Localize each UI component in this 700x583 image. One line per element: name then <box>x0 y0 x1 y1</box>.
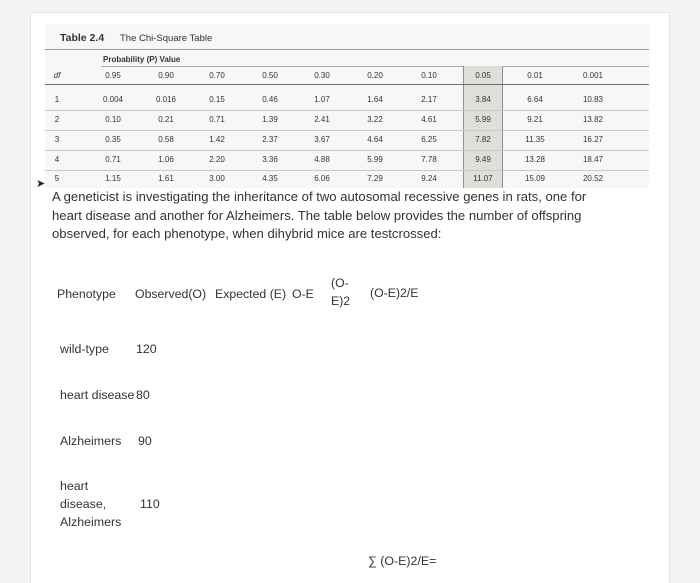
critical-value-cell: 0.016 <box>155 95 177 104</box>
critical-value-cell: 5.99 <box>475 115 491 124</box>
chi-square-table-image <box>45 24 649 188</box>
critical-value-cell: 0.15 <box>209 95 225 104</box>
header-chi-term: (O-E)2/E <box>370 286 419 300</box>
probability-column-header: 0.95 <box>105 71 121 80</box>
critical-value-cell: 1.39 <box>262 115 278 124</box>
row-heart-disease-observed: 80 <box>136 388 150 402</box>
critical-value-cell: 2.41 <box>314 115 330 124</box>
critical-value-cell: 1.15 <box>105 174 121 183</box>
critical-value-cell: 1.06 <box>158 155 174 164</box>
critical-value-cell: 7.78 <box>421 155 437 164</box>
critical-value-cell: 0.21 <box>158 115 174 124</box>
df-value: 4 <box>54 155 60 164</box>
header-expected: Expected (E) <box>215 287 287 301</box>
table-title-bar <box>45 24 649 50</box>
table-title: The Chi-Square Table <box>120 33 213 44</box>
critical-value-cell: 6.06 <box>314 174 330 183</box>
critical-value-cell: 9.24 <box>421 174 437 183</box>
critical-value-cell: 15.09 <box>524 174 546 183</box>
header-o-minus-e-squared-line2: E)2 <box>331 294 351 308</box>
critical-value-cell: 1.07 <box>314 95 330 104</box>
row-alzheimers-label: Alzheimers <box>60 434 122 448</box>
df-value: 2 <box>54 115 60 124</box>
critical-value-cell: 0.35 <box>105 135 121 144</box>
df-value: 5 <box>54 174 60 183</box>
critical-value-cell: 0.71 <box>209 115 225 124</box>
critical-value-cell: 5.99 <box>367 155 383 164</box>
header-o-minus-e: O-E <box>292 287 314 301</box>
table-row-divider <box>45 130 649 131</box>
probability-column-header: 0.90 <box>158 71 174 80</box>
table-row-divider <box>45 150 649 151</box>
critical-value-cell: 18.47 <box>582 155 604 164</box>
critical-value-cell: 6.25 <box>421 135 437 144</box>
critical-value-cell: 13.28 <box>524 155 546 164</box>
header-observed: Observed(O) <box>135 287 207 301</box>
critical-value-cell: 0.71 <box>105 155 121 164</box>
header-o-minus-e-squared-line1: (O- <box>331 276 349 290</box>
header-divider <box>45 84 649 85</box>
table-row-divider <box>45 110 649 111</box>
probability-header: Probability (P) Value <box>103 55 181 64</box>
critical-value-cell: 13.82 <box>582 115 604 124</box>
critical-value-cell: 2.20 <box>209 155 225 164</box>
critical-value-cell: 16.27 <box>582 135 604 144</box>
table-row-divider <box>45 170 649 171</box>
critical-value-cell: 11.35 <box>525 135 545 144</box>
mouse-cursor-icon: ➤ <box>36 178 46 190</box>
critical-value-cell: 6.64 <box>527 95 543 104</box>
critical-value-cell: 2.37 <box>262 135 278 144</box>
table-number: Table 2.4 <box>60 32 105 44</box>
probability-column-header: 0.30 <box>314 71 330 80</box>
probability-column-header: 0.05 <box>475 71 491 80</box>
probability-column-header: 0.01 <box>527 71 543 80</box>
probability-underline <box>101 66 649 67</box>
probability-column-header: 0.10 <box>421 71 437 80</box>
critical-value-cell: 4.64 <box>367 135 383 144</box>
critical-value-cell: 20.52 <box>582 174 604 183</box>
row-wild-type-label: wild-type <box>60 342 109 356</box>
df-value: 1 <box>54 95 60 104</box>
critical-value-cell: 1.64 <box>367 95 383 104</box>
critical-value-cell: 0.46 <box>262 95 278 104</box>
critical-value-cell: 0.004 <box>102 95 124 104</box>
critical-value-cell: 1.61 <box>158 174 174 183</box>
row-both-label-line3: Alzheimers <box>60 515 122 529</box>
df-value: 3 <box>54 135 60 144</box>
critical-value-cell: 11.07 <box>473 174 493 183</box>
row-wild-type-observed: 120 <box>136 342 157 356</box>
critical-value-cell: 0.58 <box>158 135 174 144</box>
chi-square-sum-label: ∑ (O-E)2/E= <box>368 554 437 568</box>
row-both-label-line2: disease, <box>60 497 107 511</box>
row-alzheimers-observed: 90 <box>138 434 152 448</box>
critical-value-cell: 9.21 <box>527 115 543 124</box>
row-both-observed: 110 <box>140 497 160 511</box>
header-phenotype: Phenotype <box>57 287 116 301</box>
critical-value-cell: 7.29 <box>367 174 383 183</box>
probability-column-header: 0.20 <box>367 71 383 80</box>
question-text: A geneticist is investigating the inheritance of two autosomal recessive genes in rats, one for heart disease and another for Alzheimers. The table below provides the number of offspring observed, for each phenotype, when dihybrid mice are testcrossed: <box>52 189 587 241</box>
critical-value-cell: 4.88 <box>314 155 330 164</box>
row-heart-disease-label: heart disease <box>60 388 135 402</box>
critical-value-cell: 2.17 <box>421 95 437 104</box>
critical-value-cell: 3.36 <box>262 155 278 164</box>
critical-value-cell: 1.42 <box>209 135 225 144</box>
df-header: df <box>53 71 61 80</box>
critical-value-cell: 9.49 <box>475 155 491 164</box>
probability-column-header: 0.50 <box>262 71 278 80</box>
critical-value-cell: 4.61 <box>421 115 437 124</box>
critical-value-cell: 3.00 <box>209 174 225 183</box>
critical-value-cell: 10.83 <box>582 95 604 104</box>
probability-column-header: 0.001 <box>582 71 604 80</box>
critical-value-cell: 7.82 <box>475 135 491 144</box>
critical-value-cell: 4.35 <box>262 174 278 183</box>
critical-value-cell: 3.22 <box>367 115 383 124</box>
critical-value-cell: 0.10 <box>105 115 121 124</box>
probability-column-header: 0.70 <box>209 71 225 80</box>
critical-value-cell: 3.67 <box>314 135 330 144</box>
row-both-label-line1: heart <box>60 479 89 493</box>
critical-value-cell: 3.84 <box>475 95 491 104</box>
